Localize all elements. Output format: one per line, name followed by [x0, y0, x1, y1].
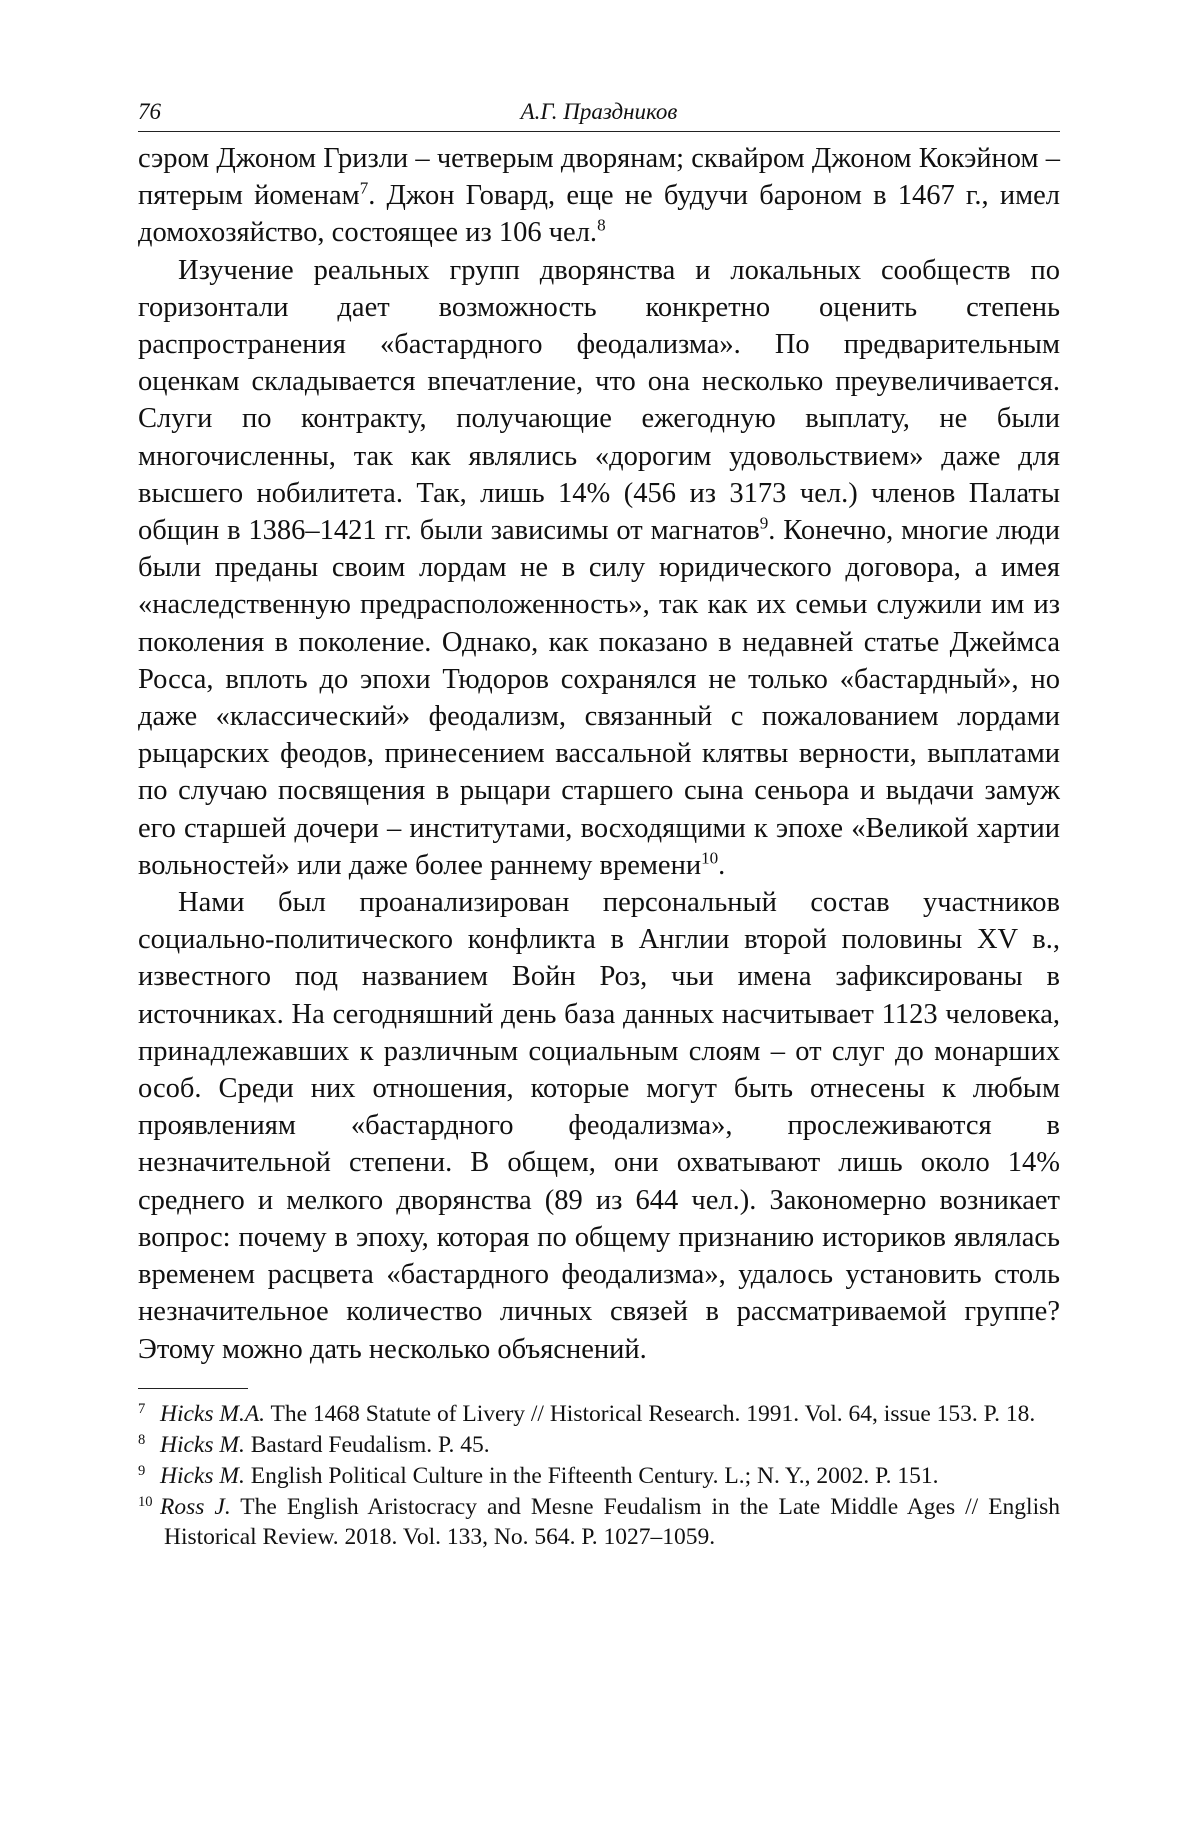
footnote: 9 Hicks M. English Political Culture in the Fifteenth Century. L.; N. Y., 2002. P. 151.	[138, 1462, 939, 1489]
footnote-ref[interactable]: 9	[759, 513, 769, 533]
text-run: сэром Джоном Гризли – четверым дворянам; сквайром Джоном Кокэйном – пятерым йоменам	[138, 143, 1060, 212]
page-number: 76	[138, 99, 161, 124]
footnote-ref[interactable]: 8	[597, 215, 606, 235]
running-head-author: А.Г. Праздников	[520, 99, 678, 124]
running-head	[138, 95, 1060, 132]
footnotes	[138, 1399, 1060, 1552]
text-run: . Конечно, многие люди были преданы своим лордам не в силу юридического договора, а имея «наследственную предрасположенность», так как их семьи служили им из поколения в поколение. Однако, как показано в недавней статье Джеймса Росса, вплоть до эпохи Тюдоров сохранялся не только «бастардный», но даже «классический» феодализм, связанный с пожалованием лордами рыцарских феодов, принесением вассальной клятвы верности, выплатами по случаю посвящения в рыцари старшего сына сеньора и выдачи замуж его старшей дочери – институтами, восходящими к эпохе «Великой хартии вольностей» или даже более раннему времени	[138, 515, 1060, 881]
footnote: 10 Ross J. The English Aristocracy and Mesne Feudalism in the Late Middle Ages // English Historical Review. 2018. Vol. 133, No. 564. P. 1027–1059.	[138, 1493, 1061, 1550]
text-run: Нами был проанализирован персональный состав участников социально-политического конфликта в Англии второй половины XV в., известного под названием Войн Роз, чьи имена зафиксированы в источниках. На сегодняшний день база данных насчитывает 1123 человека, принадлежавших к различным социальным слоям – от слуг до монарших особ. Среди них отношения, которые могут быть отнесены к любым проявлениям «бастардного феодализма», прослеживаются в незначительной степени. В общем, они охватывают лишь около 14% среднего и мелкого дворянства (89 из 644 чел.). Закономерно возникает вопрос: почему в эпоху, которая по общему признанию историков являлась временем расцвета «бастардного феодализма», удалось установить столь незначительное количество личных связей в рассматриваемой группе? Этому можно дать несколько объяснений.	[138, 887, 1060, 1365]
footnote-ref[interactable]: 10	[701, 848, 719, 868]
footnote-text: The 1468 Statute of Livery // Historical Research. 1991. Vol. 64, issue 153. P. 18.	[265, 1400, 1036, 1427]
text-run: .	[718, 849, 726, 881]
footnote-ref[interactable]: 7	[359, 178, 369, 198]
footnote: 8 Hicks M. Bastard Feudalism. P. 45.	[138, 1431, 490, 1458]
text-run: . Джон Говард, еще не будучи бароном в 1467 г., имел домохозяйство, состоящее из 106 чел.	[138, 180, 1061, 249]
footnote-author: Hicks M.	[160, 1462, 245, 1489]
body-text	[138, 140, 1060, 1368]
footnote-author: Hicks M.A.	[160, 1400, 266, 1427]
paragraph	[138, 252, 1060, 884]
footnote-text: English Political Culture in the Fifteenth Century. L.; N. Y., 2002. P. 151.	[244, 1462, 939, 1489]
footnote: 7 Hicks M.A. The 1468 Statute of Livery // Historical Research. 1991. Vol. 64, issue 153. P. 18.	[138, 1400, 1036, 1427]
footnote-author: Hicks M.	[160, 1431, 245, 1458]
footnote-text: The English Aristocracy and Mesne Feudalism in the Late Middle Ages // English Historical Review. 2018. Vol. 133, No. 564. P. 1027–1059.	[164, 1493, 1061, 1550]
footnote-separator	[138, 1388, 248, 1389]
book-page	[138, 95, 1060, 1553]
footnote-text: Bastard Feudalism. P. 45.	[244, 1431, 490, 1458]
paragraph	[138, 140, 1060, 252]
text-run: Изучение реальных групп дворянства и локальных сообществ по горизонтали дает возможность конкретно оценить степень распространения «бастардного феодализма». По предварительным оценкам складывается впечатление, что она несколько преувеличивается. Слуги по контракту, получающие ежегодную выплату, не были многочисленны, так как являлись «дорогим удовольствием» даже для высшего нобилитета. Так, лишь 14% (456 из 3173 чел.) членов Палаты общин в 1386–1421 гг. были зависимы от магнатов	[138, 254, 1060, 547]
paragraph	[138, 884, 1060, 1368]
footnote-author: Ross J.	[160, 1493, 231, 1520]
